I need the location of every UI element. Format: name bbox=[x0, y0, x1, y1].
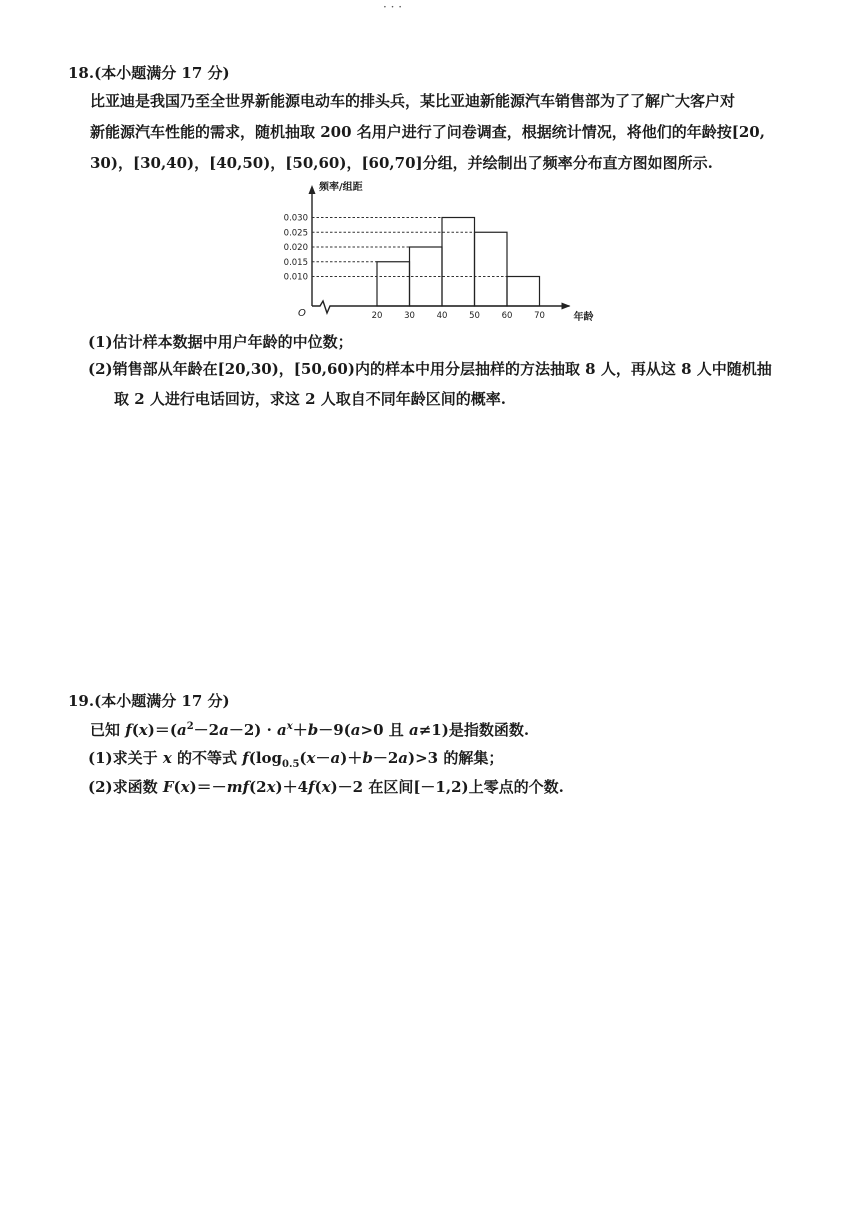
text-part: ( bbox=[131, 721, 139, 739]
var-b: b bbox=[362, 749, 373, 767]
q19-subquestion-2 bbox=[88, 776, 564, 797]
y-axis-arrow bbox=[309, 185, 316, 194]
var-f: f bbox=[308, 778, 315, 796]
var-a: a bbox=[219, 721, 229, 739]
var-f: f bbox=[242, 749, 249, 767]
var-x: x bbox=[321, 778, 331, 796]
text-part: － bbox=[315, 749, 331, 767]
var-a: a bbox=[176, 721, 187, 739]
text-part: ( bbox=[314, 778, 322, 796]
var-m: m bbox=[226, 778, 243, 796]
text-part: －9( bbox=[318, 721, 351, 739]
q18-subquestion-2-line-2: 取 2 人进行电话回访，求这 2 人取自不同年龄区间的概率. bbox=[114, 390, 506, 408]
q18-intro bbox=[90, 86, 810, 179]
text-part: －2 bbox=[372, 749, 399, 767]
q19-subquestion-1 bbox=[88, 747, 503, 770]
var-a: a bbox=[398, 749, 409, 767]
text-part: )＝( bbox=[147, 721, 177, 739]
q19-intro bbox=[90, 719, 529, 740]
text-part: ≠1)是指数函数. bbox=[418, 721, 530, 739]
y-tick-label: 0.015 bbox=[283, 257, 308, 268]
text-part: 已知 bbox=[90, 721, 126, 739]
x-tick-label: 60 bbox=[501, 311, 513, 321]
q18-subquestion-2-line-1: (2)销售部从年龄在[20,30)，[50,60)内的样本中用分层抽样的方法抽取 8 人，再从这 8 人中随机抽 bbox=[88, 360, 772, 378]
x-axis-label: 年龄 bbox=[573, 312, 594, 323]
var-a: a bbox=[330, 749, 341, 767]
x-axis-arrow bbox=[562, 303, 571, 310]
histogram-bar bbox=[442, 218, 475, 307]
exponent-x: x bbox=[286, 721, 293, 732]
page-top-mark: · · · bbox=[383, 0, 403, 14]
histogram-bar bbox=[475, 232, 508, 306]
y-axis-label: 频率/组距 bbox=[319, 182, 363, 193]
text-part: －2) · bbox=[228, 721, 278, 739]
text-part: 的不等式 bbox=[171, 749, 243, 767]
text-part: )＋4 bbox=[275, 778, 309, 796]
text-part: (2)求函数 bbox=[88, 778, 163, 796]
y-tick-label: 0.030 bbox=[283, 213, 308, 224]
origin-label: O bbox=[298, 308, 306, 319]
q18-intro-line-2: 新能源汽车性能的需求，随机抽取 200 名用户进行了问卷调查，根据统计情况，将他们的年龄按[20, bbox=[90, 123, 765, 141]
x-tick-label: 20 bbox=[371, 311, 383, 321]
var-a: a bbox=[350, 721, 361, 739]
x-tick-label: 30 bbox=[404, 311, 415, 321]
var-x: x bbox=[138, 721, 148, 739]
var-x: x bbox=[306, 749, 316, 767]
frequency-histogram bbox=[260, 178, 594, 328]
y-tick-label: 0.010 bbox=[283, 272, 308, 283]
text-part: (1)求关于 bbox=[88, 749, 163, 767]
x-tick-label: 40 bbox=[436, 311, 448, 321]
text-part: )－2 在区间[－1,2)上零点的个数. bbox=[330, 778, 564, 796]
q19-heading: 19.(本小题满分 17 分) bbox=[68, 692, 230, 710]
histogram-bar bbox=[377, 262, 410, 306]
text-part: )>3 的解集； bbox=[408, 749, 504, 767]
y-tick-label: 0.020 bbox=[283, 243, 308, 253]
exponent-2: 2 bbox=[186, 721, 194, 732]
var-x: x bbox=[162, 749, 172, 767]
text-part: ( bbox=[299, 749, 307, 767]
text-part: ( bbox=[173, 778, 181, 796]
text-part: (2 bbox=[249, 778, 267, 796]
text-part: (log bbox=[248, 749, 283, 767]
var-x: x bbox=[180, 778, 190, 796]
log-base: 0.5 bbox=[282, 759, 300, 770]
var-a: a bbox=[408, 721, 419, 739]
var-b: b bbox=[307, 721, 319, 739]
y-tick-label: 0.025 bbox=[283, 228, 308, 239]
x-tick-label: 70 bbox=[534, 311, 545, 321]
histogram-bar bbox=[507, 277, 540, 307]
q18-heading: 18.(本小题满分 17 分) bbox=[68, 64, 230, 82]
text-part: ＋ bbox=[292, 721, 308, 739]
q18-intro-line-3: 30)，[30,40)，[40,50)，[50,60)，[60,70]分组，并绘制出了频率分布直方图如图所示. bbox=[90, 154, 713, 172]
text-part: >0 且 bbox=[360, 721, 409, 739]
x-tick-label: 50 bbox=[469, 311, 480, 321]
text-part: )＋ bbox=[340, 749, 363, 767]
text-part: －2 bbox=[193, 721, 220, 739]
text-part: )＝－ bbox=[189, 778, 227, 796]
var-f: f bbox=[125, 721, 132, 739]
var-x: x bbox=[266, 778, 276, 796]
q18-subquestion-1: (1)估计样本数据中用户年龄的中位数； bbox=[88, 333, 353, 351]
q18-intro-line-1: 比亚迪是我国乃至全世界新能源电动车的排头兵，某比亚迪新能源汽车销售部为了了解广大客户对 bbox=[90, 92, 736, 110]
var-f: f bbox=[242, 778, 250, 796]
var-F: F bbox=[162, 778, 174, 796]
var-a: a bbox=[277, 721, 287, 739]
